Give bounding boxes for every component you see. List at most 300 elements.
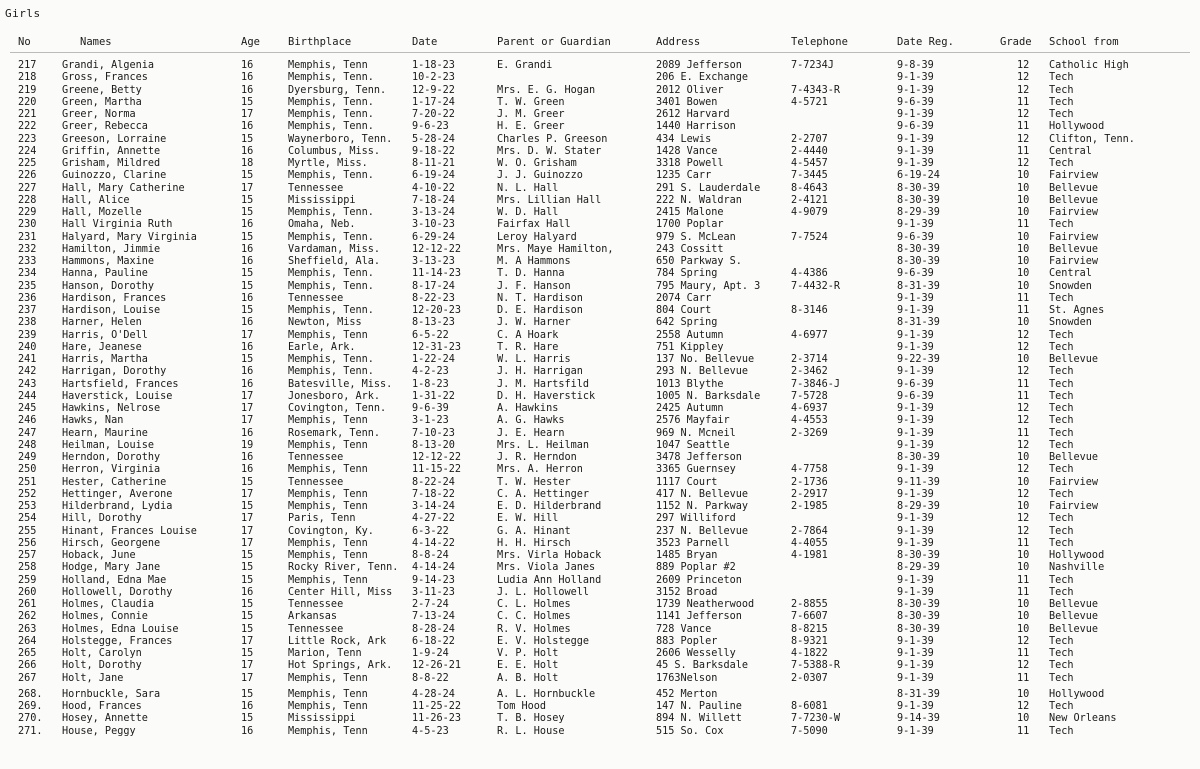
cell-date-reg: 6-19-24 — [897, 170, 940, 182]
cell-number: 251 — [18, 476, 37, 488]
cell-telephone: 8-3146 — [791, 305, 828, 316]
cell-age: 17 — [241, 390, 254, 402]
header-rule — [10, 52, 1190, 53]
cell-date-reg: 9-22-39 — [897, 354, 940, 365]
cell-birth-date: 3-13-23 — [412, 256, 455, 267]
cell-birthplace: Memphis, Tenn. — [288, 268, 374, 280]
cell-address: 1013 Blythe — [656, 378, 724, 390]
cell-birthplace: Tennessee — [288, 292, 344, 304]
cell-number: 233 — [18, 256, 37, 267]
cell-grade: 10 — [1017, 280, 1030, 292]
cell-date-reg: 9-1-39 — [897, 72, 934, 84]
cell-telephone: 7-5728 — [791, 390, 828, 402]
table-row — [0, 513, 1200, 525]
cell-school: St. Agnes — [1049, 305, 1105, 316]
cell-grade: 10 — [1017, 256, 1030, 267]
cell-name: Hammons, Maxine — [62, 256, 155, 267]
cell-address: 1047 Seattle — [656, 439, 730, 451]
cell-birthplace: Paris, Tenn — [288, 513, 356, 525]
table-row — [0, 342, 1200, 354]
cell-school: Snowden — [1049, 317, 1092, 329]
cell-number: 234 — [18, 268, 37, 280]
cell-number: 245 — [18, 403, 37, 414]
cell-number: 239 — [18, 329, 37, 341]
cell-name: Hall, Mary Catherine — [62, 182, 185, 194]
cell-telephone: 4-7758 — [791, 464, 828, 476]
cell-school: Tech — [1049, 439, 1074, 451]
cell-birthplace: Memphis, Tenn. — [288, 207, 374, 218]
cell-telephone: 2-7864 — [791, 525, 828, 537]
cell-name: Greer, Rebecca — [62, 121, 148, 133]
cell-name: Holstegge, Frances — [62, 635, 173, 647]
cell-school: Nashville — [1049, 562, 1105, 574]
cell-birth-date: 7-20-22 — [412, 109, 455, 120]
table-row — [0, 587, 1200, 599]
cell-age: 16 — [241, 219, 254, 231]
cell-parent: H. E. Greer — [497, 121, 565, 133]
cell-parent: A. Hawkins — [497, 403, 559, 414]
cell-date-reg: 8-30-39 — [897, 243, 940, 255]
cell-school: Hollywood — [1049, 688, 1105, 700]
cell-date-reg: 8-30-39 — [897, 550, 940, 561]
cell-address: 297 Williford — [656, 513, 736, 525]
header-birthplace: Birthplace — [288, 36, 352, 48]
cell-number: 240 — [18, 341, 37, 353]
cell-birthplace: Tennessee — [288, 476, 344, 488]
table-row — [0, 268, 1200, 280]
table-row — [0, 121, 1200, 133]
cell-grade: 12 — [1017, 329, 1030, 341]
cell-grade: 10 — [1017, 562, 1030, 574]
cell-birthplace: Mississippi — [288, 713, 356, 725]
cell-grade: 10 — [1017, 476, 1030, 488]
cell-parent: J. R. Herndon — [497, 452, 577, 463]
cell-birth-date: 4-5-23 — [412, 725, 449, 737]
cell-birth-date: 7-18-22 — [412, 488, 455, 500]
cell-name: Hanson, Dorothy — [62, 280, 155, 292]
cell-parent: Mrs. D. W. Stater — [497, 145, 602, 157]
cell-birth-date: 11-26-23 — [412, 713, 462, 725]
cell-grade: 10 — [1017, 170, 1030, 182]
cell-parent: N. T. Hardison — [497, 292, 583, 304]
cell-age: 15 — [241, 688, 254, 700]
cell-date-reg: 9-11-39 — [897, 476, 940, 488]
cell-date-reg: 8-30-39 — [897, 623, 940, 635]
cell-number: 218 — [18, 72, 37, 84]
cell-number: 262 — [18, 611, 37, 623]
cell-parent: J. F. Hanson — [497, 280, 571, 292]
cell-school: Central — [1049, 145, 1092, 157]
table-row — [0, 403, 1200, 415]
cell-telephone: 4-5457 — [791, 158, 828, 169]
cell-school: Tech — [1049, 701, 1074, 712]
cell-birthplace: Memphis, Tenn — [288, 501, 368, 512]
cell-name: Grandi, Algenia — [62, 60, 155, 71]
table-row — [0, 183, 1200, 195]
cell-telephone: 4-1981 — [791, 550, 828, 561]
cell-name: Hollowell, Dorothy — [62, 586, 173, 598]
header-date-reg: Date Reg. — [897, 36, 954, 48]
cell-birthplace: Omaha, Neb. — [288, 219, 356, 231]
cell-birthplace: Memphis, Tenn — [288, 688, 368, 700]
cell-number: 268. — [18, 688, 43, 700]
cell-parent: A. L. Hornbuckle — [497, 688, 596, 700]
cell-name: Gross, Frances — [62, 72, 148, 84]
cell-birthplace: Memphis, Tenn — [288, 464, 368, 476]
cell-number: 249 — [18, 452, 37, 463]
cell-birthplace: Memphis, Tenn. — [288, 231, 374, 243]
cell-telephone: 2-4440 — [791, 145, 828, 157]
cell-school: Tech — [1049, 586, 1074, 598]
cell-parent: C. C. Holmes — [497, 611, 571, 623]
cell-name: Halyard, Mary Virginia — [62, 231, 197, 243]
cell-birthplace: Rocky River, Tenn. — [288, 562, 399, 574]
cell-birth-date: 8-13-20 — [412, 439, 455, 451]
cell-address: 3401 Bowen — [656, 96, 718, 108]
cell-grade: 10 — [1017, 231, 1030, 243]
cell-school: New Orleans — [1049, 713, 1117, 725]
cell-school: Tech — [1049, 403, 1074, 414]
table-row — [0, 648, 1200, 660]
cell-age: 16 — [241, 292, 254, 304]
cell-birth-date: 9-6-23 — [412, 121, 449, 133]
cell-grade: 12 — [1017, 415, 1030, 427]
cell-address: 1235 Carr — [656, 170, 712, 182]
cell-parent: J. J. Guinozzo — [497, 170, 583, 182]
cell-date-reg: 8-30-39 — [897, 256, 940, 267]
cell-address: 293 N. Bellevue — [656, 366, 749, 378]
cell-number: 248 — [18, 439, 37, 451]
cell-age: 17 — [241, 403, 254, 414]
cell-name: Holt, Carolyn — [62, 648, 142, 659]
cell-date-reg: 8-29-39 — [897, 501, 940, 512]
cell-number: 227 — [18, 182, 37, 194]
cell-birthplace: Rosemark, Tenn. — [288, 427, 381, 439]
table-row — [0, 391, 1200, 403]
cell-grade: 10 — [1017, 688, 1030, 700]
cell-birth-date: 8-22-24 — [412, 476, 455, 488]
cell-date-reg: 8-30-39 — [897, 452, 940, 463]
cell-grade: 11 — [1017, 725, 1030, 737]
cell-birth-date: 1-8-23 — [412, 378, 449, 390]
header-address: Address — [656, 36, 701, 48]
cell-address: 979 S. McLean — [656, 231, 736, 243]
cell-address: 2089 Jefferson — [656, 60, 742, 71]
cell-number: 254 — [18, 513, 37, 525]
cell-school: Tech — [1049, 96, 1074, 108]
cell-school: Tech — [1049, 72, 1074, 84]
cell-parent: J. L. Hollowell — [497, 586, 590, 598]
cell-number: 230 — [18, 219, 37, 231]
cell-birth-date: 4-14-22 — [412, 537, 455, 549]
cell-grade: 11 — [1017, 574, 1030, 586]
cell-age: 15 — [241, 280, 254, 292]
cell-number: 260 — [18, 586, 37, 598]
cell-name: Griffin, Annette — [62, 145, 161, 157]
cell-name: Hardison, Louise — [62, 305, 161, 316]
cell-school: Fairview — [1049, 476, 1099, 488]
cell-name: Hanna, Pauline — [62, 268, 148, 280]
cell-grade: 11 — [1017, 390, 1030, 402]
table-row — [0, 440, 1200, 452]
cell-school: Tech — [1049, 725, 1074, 737]
table-row — [0, 701, 1200, 713]
cell-age: 15 — [241, 231, 254, 243]
table-row — [0, 256, 1200, 268]
cell-grade: 12 — [1017, 60, 1030, 71]
cell-address: 147 N. Pauline — [656, 701, 742, 712]
cell-birthplace: Arkansas — [288, 611, 338, 623]
cell-school: Bellevue — [1049, 182, 1099, 194]
cell-age: 15 — [241, 268, 254, 280]
cell-age: 16 — [241, 341, 254, 353]
cell-telephone: 8-9321 — [791, 635, 828, 647]
cell-age: 15 — [241, 648, 254, 659]
cell-birth-date: 8-13-23 — [412, 317, 455, 329]
cell-address: 1005 N. Barksdale — [656, 390, 761, 402]
cell-date-reg: 9-1-39 — [897, 292, 934, 304]
cell-birth-date: 12-31-23 — [412, 341, 462, 353]
cell-address: 1152 N. Parkway — [656, 501, 749, 512]
table-row — [0, 689, 1200, 701]
cell-name: Harris, Martha — [62, 354, 148, 365]
cell-birth-date: 4-14-24 — [412, 562, 455, 574]
cell-grade: 12 — [1017, 403, 1030, 414]
cell-address: 969 N. Mcneil — [656, 427, 736, 439]
cell-address: 222 N. Waldran — [656, 194, 742, 206]
cell-name: Hinant, Frances Louise — [62, 525, 197, 537]
sheet-title: Girls — [5, 7, 41, 20]
cell-school: Bellevue — [1049, 599, 1099, 610]
cell-age: 16 — [241, 145, 254, 157]
cell-birth-date: 6-29-24 — [412, 231, 455, 243]
cell-birthplace: Jonesboro, Ark. — [288, 390, 381, 402]
cell-number: 261 — [18, 599, 37, 610]
cell-age: 17 — [241, 635, 254, 647]
cell-address: 3478 Jefferson — [656, 452, 742, 463]
table-row — [0, 293, 1200, 305]
cell-birth-date: 11-25-22 — [412, 701, 462, 712]
table-row — [0, 146, 1200, 158]
cell-grade: 10 — [1017, 354, 1030, 365]
cell-parent: Fairfax Hall — [497, 219, 571, 231]
cell-birthplace: Memphis, Tenn — [288, 439, 368, 451]
cell-telephone: 4-4553 — [791, 415, 828, 427]
cell-address: 2558 Autumn — [656, 329, 724, 341]
cell-number: 232 — [18, 243, 37, 255]
cell-address: 1485 Bryan — [656, 550, 718, 561]
cell-number: 252 — [18, 488, 37, 500]
cell-grade: 11 — [1017, 305, 1030, 316]
table-row — [0, 219, 1200, 231]
cell-address: 784 Spring — [656, 268, 718, 280]
table-row — [0, 207, 1200, 219]
cell-date-reg: 8-30-39 — [897, 194, 940, 206]
table-row — [0, 713, 1200, 725]
cell-school: Hollywood — [1049, 550, 1105, 561]
cell-date-reg: 9-1-39 — [897, 660, 934, 672]
cell-name: Holt, Dorothy — [62, 660, 142, 672]
header-names: Names — [80, 36, 112, 48]
cell-grade: 12 — [1017, 366, 1030, 378]
cell-date-reg: 9-1-39 — [897, 513, 934, 525]
cell-birth-date: 3-11-23 — [412, 586, 455, 598]
table-row — [0, 170, 1200, 182]
table-row — [0, 317, 1200, 329]
cell-number: 243 — [18, 378, 37, 390]
cell-birth-date: 1-22-24 — [412, 354, 455, 365]
cell-birth-date: 9-18-22 — [412, 145, 455, 157]
cell-parent: Mrs. L. Heilman — [497, 439, 590, 451]
cell-school: Tech — [1049, 427, 1074, 439]
cell-address: 3152 Broad — [656, 586, 718, 598]
cell-grade: 10 — [1017, 623, 1030, 635]
cell-parent: G. A. Hinant — [497, 525, 571, 537]
table-row — [0, 562, 1200, 574]
cell-parent: Mrs. A. Herron — [497, 464, 583, 476]
cell-number: 241 — [18, 354, 37, 365]
table-row — [0, 158, 1200, 170]
cell-parent: D. H. Haverstick — [497, 390, 596, 402]
cell-parent: C. L. Holmes — [497, 599, 571, 610]
cell-birthplace: Memphis, Tenn. — [288, 121, 374, 133]
header-grade: Grade — [1000, 36, 1032, 48]
header-parent: Parent or Guardian — [497, 36, 611, 48]
cell-age: 16 — [241, 464, 254, 476]
cell-date-reg: 9-1-39 — [897, 427, 934, 439]
cell-address: 883 Popler — [656, 635, 718, 647]
table-row — [0, 501, 1200, 513]
cell-birthplace: Memphis, Tenn — [288, 537, 368, 549]
cell-birth-date: 3-10-23 — [412, 219, 455, 231]
cell-name: Hester, Catherine — [62, 476, 167, 488]
cell-telephone: 7-7234J — [791, 60, 834, 71]
cell-birthplace: Hot Springs, Ark. — [288, 660, 393, 672]
cell-grade: 11 — [1017, 672, 1030, 684]
cell-grade: 11 — [1017, 292, 1030, 304]
cell-birth-date: 1-9-24 — [412, 648, 449, 659]
cell-birthplace: Memphis, Tenn — [288, 725, 368, 737]
cell-school: Tech — [1049, 341, 1074, 353]
cell-birthplace: Sheffield, Ala. — [288, 256, 381, 267]
cell-grade: 11 — [1017, 537, 1030, 549]
cell-number: 270. — [18, 713, 43, 725]
cell-birthplace: Memphis, Tenn — [288, 701, 368, 712]
cell-parent: E. Grandi — [497, 60, 553, 71]
cell-birth-date: 12-12-22 — [412, 243, 462, 255]
cell-school: Bellevue — [1049, 623, 1099, 635]
cell-school: Tech — [1049, 84, 1074, 96]
cell-parent: Mrs. Lillian Hall — [497, 194, 602, 206]
cell-date-reg: 8-30-39 — [897, 611, 940, 623]
cell-number: 225 — [18, 158, 37, 169]
cell-date-reg: 8-31-39 — [897, 280, 940, 292]
cell-date-reg: 9-1-39 — [897, 439, 934, 451]
cell-birth-date: 12-12-22 — [412, 452, 462, 463]
cell-grade: 12 — [1017, 439, 1030, 451]
cell-age: 16 — [241, 317, 254, 329]
cell-name: Grisham, Mildred — [62, 158, 161, 169]
cell-date-reg: 9-1-39 — [897, 133, 934, 145]
cell-parent: E. D. Hilderbrand — [497, 501, 602, 512]
cell-parent: E. W. Hill — [497, 513, 559, 525]
cell-date-reg: 9-14-39 — [897, 713, 940, 725]
table-row — [0, 575, 1200, 587]
cell-number: 247 — [18, 427, 37, 439]
cell-address: 1700 Poplar — [656, 219, 724, 231]
cell-grade: 12 — [1017, 72, 1030, 84]
cell-number: 244 — [18, 390, 37, 402]
cell-parent: Mrs. Maye Hamilton, — [497, 243, 614, 255]
cell-parent: C. A. Hettinger — [497, 488, 590, 500]
cell-address: 2074 Carr — [656, 292, 712, 304]
cell-age: 16 — [241, 701, 254, 712]
cell-grade: 11 — [1017, 427, 1030, 439]
cell-date-reg: 9-6-39 — [897, 121, 934, 133]
cell-date-reg: 9-8-39 — [897, 60, 934, 71]
cell-date-reg: 9-1-39 — [897, 725, 934, 737]
cell-grade: 11 — [1017, 121, 1030, 133]
cell-number: 250 — [18, 464, 37, 476]
table-row — [0, 428, 1200, 440]
cell-date-reg: 9-1-39 — [897, 158, 934, 169]
cell-date-reg: 9-1-39 — [897, 341, 934, 353]
cell-parent: J. E. Hearn — [497, 427, 565, 439]
table-row — [0, 97, 1200, 109]
cell-number: 217 — [18, 60, 37, 71]
cell-birth-date: 12-9-22 — [412, 84, 455, 96]
cell-age: 15 — [241, 713, 254, 725]
cell-telephone: 2-8855 — [791, 599, 828, 610]
cell-parent: H. H. Hirsch — [497, 537, 571, 549]
cell-school: Tech — [1049, 158, 1074, 169]
cell-telephone: 7-7230-W — [791, 713, 841, 725]
cell-school: Bellevue — [1049, 354, 1099, 365]
cell-age: 17 — [241, 537, 254, 549]
cell-grade: 10 — [1017, 182, 1030, 194]
cell-date-reg: 9-1-39 — [897, 403, 934, 414]
cell-grade: 10 — [1017, 501, 1030, 512]
table-row — [0, 330, 1200, 342]
cell-age: 15 — [241, 574, 254, 586]
cell-number: 255 — [18, 525, 37, 537]
cell-birth-date: 4-27-22 — [412, 513, 455, 525]
cell-school: Tech — [1049, 378, 1074, 390]
cell-address: 650 Parkway S. — [656, 256, 742, 267]
cell-school: Fairview — [1049, 170, 1099, 182]
cell-name: Guinozzo, Clarine — [62, 170, 167, 182]
cell-grade: 10 — [1017, 207, 1030, 218]
cell-name: Harris, O'Dell — [62, 329, 148, 341]
cell-parent: M. A Hammons — [497, 256, 571, 267]
cell-birth-date: 1-31-22 — [412, 390, 455, 402]
cell-name: Hettinger, Averone — [62, 488, 173, 500]
cell-school: Catholic High — [1049, 60, 1129, 71]
cell-age: 16 — [241, 72, 254, 84]
table-row — [0, 195, 1200, 207]
cell-address: 3365 Guernsey — [656, 464, 736, 476]
table-row — [0, 673, 1200, 685]
cell-grade: 12 — [1017, 635, 1030, 647]
cell-school: Tech — [1049, 329, 1074, 341]
cell-name: Holt, Jane — [62, 672, 124, 684]
cell-birthplace: Earle, Ark. — [288, 341, 356, 353]
cell-birth-date: 3-1-23 — [412, 415, 449, 427]
cell-parent: J. M. Greer — [497, 109, 565, 120]
cell-school: Snowden — [1049, 280, 1092, 292]
cell-number: 222 — [18, 121, 37, 133]
cell-telephone: 4-6977 — [791, 329, 828, 341]
